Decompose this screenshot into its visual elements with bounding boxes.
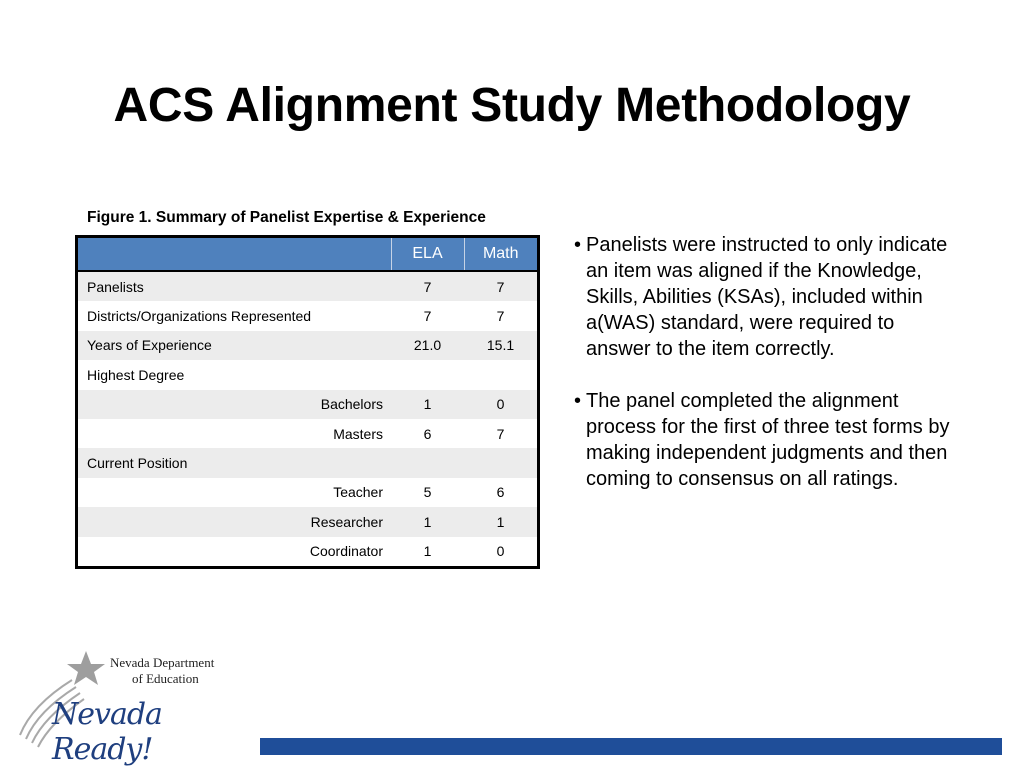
math-value: 7	[496, 425, 505, 442]
ela-value: 6	[423, 425, 432, 442]
math-value: 0	[496, 543, 505, 560]
figure-caption: Figure 1. Summary of Panelist Expertise & Experience	[87, 209, 486, 226]
row-label: Years of Experience	[78, 331, 391, 360]
table-row	[78, 390, 537, 419]
math-value	[464, 448, 537, 477]
table-row	[78, 301, 537, 330]
ela-value: 7	[423, 308, 432, 325]
header-ela: ELA	[391, 238, 464, 271]
panelist-summary-table	[75, 235, 540, 569]
bullet-list	[574, 232, 954, 518]
math-value	[464, 360, 537, 389]
math-value: 1	[464, 507, 537, 536]
math-value: 15.1	[464, 331, 537, 360]
ela-value	[391, 448, 464, 477]
table-row	[78, 478, 537, 507]
ela-value: 1	[423, 543, 432, 560]
table-row	[78, 271, 537, 301]
ela-value: 5	[423, 484, 432, 501]
ela-value: 21.0	[391, 331, 464, 360]
bullet-text: Panelists were instructed to only indicate an item was aligned if the Knowledge, Skills, Abilities (KSAs), included within a(WAS) standard, were required to answer to the item correctly.	[586, 234, 948, 360]
table-row	[78, 419, 537, 448]
bullet-dot-icon: •	[574, 390, 582, 412]
ela-value: 1	[391, 390, 464, 419]
row-label: Coordinator	[309, 543, 383, 560]
ela-value: 7	[391, 271, 464, 301]
footer-bar	[260, 738, 1002, 755]
bullet-item	[574, 232, 954, 362]
row-label: Bachelors	[78, 390, 391, 419]
bullet-dot-icon: •	[574, 234, 582, 256]
row-label: Masters	[333, 425, 383, 442]
table-row	[78, 507, 537, 536]
ela-value: 1	[391, 507, 464, 536]
row-label: Current Position	[78, 448, 391, 477]
math-value: 7	[464, 271, 537, 301]
table-row	[78, 331, 537, 360]
table-row	[78, 537, 537, 566]
math-value: 7	[496, 308, 505, 325]
math-value: 6	[496, 484, 505, 501]
row-label: Teacher	[333, 484, 383, 501]
logo-script-text: Nevada Ready!	[52, 697, 162, 767]
header-label-cell	[78, 238, 391, 271]
row-label: Districts/Organizations Represented	[87, 308, 312, 325]
bullet-text: The panel completed the alignment process for the first of three test forms by making independent judgments and then coming to consensus on all ratings.	[586, 390, 950, 490]
nevada-ready-logo	[12, 645, 252, 767]
row-label: Panelists	[78, 271, 391, 301]
logo-org-line1: Nevada Department	[110, 655, 215, 670]
slide-title: ACS Alignment Study Methodology	[113, 79, 911, 132]
table-row	[78, 360, 537, 389]
row-label: Researcher	[78, 507, 391, 536]
bullet-item	[574, 388, 954, 492]
table-header-row	[78, 238, 537, 271]
table-row	[78, 448, 537, 477]
row-label: Highest Degree	[87, 366, 185, 383]
math-value: 0	[464, 390, 537, 419]
header-math: Math	[464, 238, 537, 271]
ela-value	[391, 360, 464, 389]
logo-org-line2: of Education	[132, 671, 199, 686]
